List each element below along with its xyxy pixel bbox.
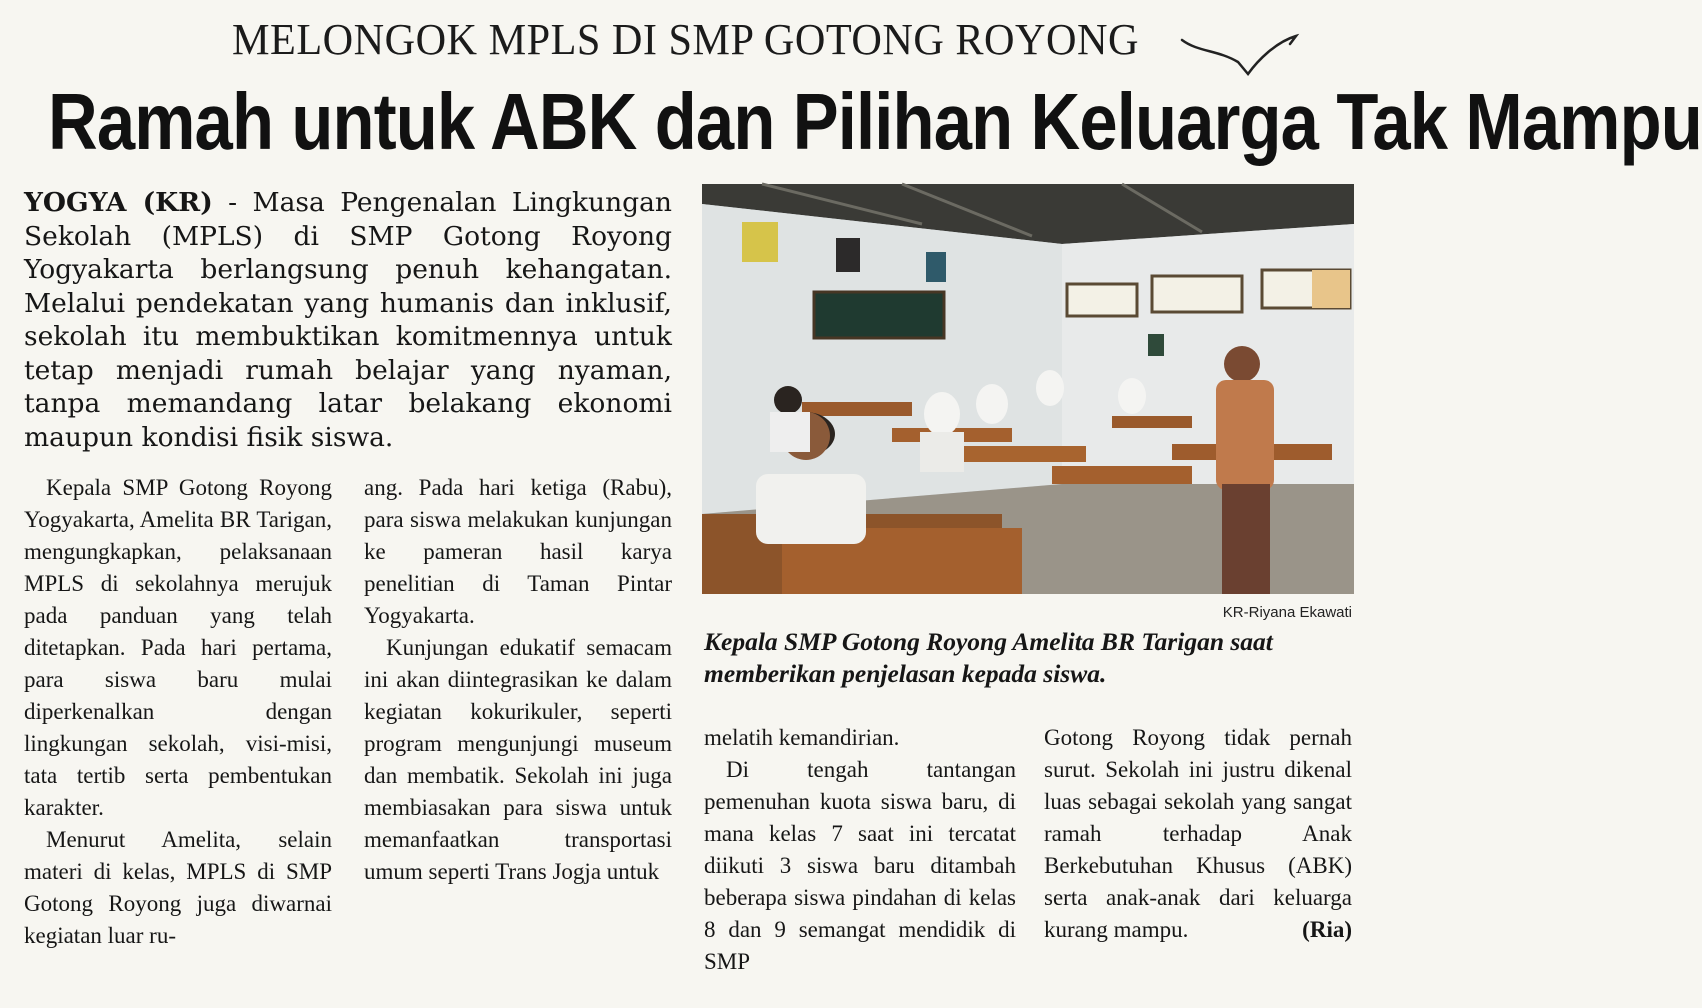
article-column-3	[704, 722, 1016, 978]
article-column-2	[364, 472, 672, 888]
paragraph: ang. Pada hari ketiga (Rabu), para siswa melakukan kunjungan ke pameran hasil karya penelitian di Taman Pintar Yogyakarta.	[364, 475, 672, 628]
photo-credit: KR-Riyana Ekawati	[1222, 604, 1352, 621]
author-signature: (Ria)	[1302, 917, 1352, 942]
paragraph	[1044, 722, 1352, 946]
article-column-1	[24, 472, 332, 952]
dateline: YOGYA (KR)	[24, 187, 213, 218]
lead-text: - Masa Pengenalan Lingkungan Sekolah (MPLS) di SMP Gotong Royong Yogyakarta berlangsung penuh kehangatan. Melalui pendekatan yang humanis dan inklusif, sekolah itu membuktikan komitmennya untuk tetap menjadi rumah belajar yang nyaman, tanpa memandang latar belakang ekonomi maupun kondisi fisik siswa.	[24, 187, 672, 453]
paragraph: Menurut Amelita, selain materi di kelas, MPLS di SMP Gotong Royong juga diwarnai kegiatan luar ru-	[24, 827, 332, 948]
article-kicker: MELONGOK MPLS DI SMP GOTONG ROYONG	[232, 15, 1139, 64]
classroom-photo	[702, 184, 1354, 594]
article-headline: Ramah untuk ABK dan Pilihan Keluarga Tak Mampu	[48, 77, 1702, 166]
article-column-4	[1044, 722, 1352, 946]
paragraph: Kepala SMP Gotong Royong Yogyakarta, Amelita BR Tarigan, mengungkapkan, pelaksanaan MPLS di sekolahnya merujuk pada panduan yang telah ditetapkan. Pada hari pertama, para siswa baru mulai diperkenalkan dengan lingkungan sekolah, visi-misi, tata tertib serta pembentukan karakter.	[24, 475, 332, 820]
paragraph-text: Gotong Royong tidak pernah surut. Sekolah ini justru dikenal luas sebagai sekolah yang sangat ramah terhadap Anak Berkebutuhan Khusus (ABK) serta anak-anak dari keluarga kurang mampu.	[1044, 725, 1352, 942]
paragraph: melatih kemandirian.	[704, 725, 900, 750]
paragraph: Di tengah tantangan pemenuhan kuota siswa baru, di mana kelas 7 saat ini tercatat diikuti 3 siswa baru ditambah beberapa siswa pindahan di kelas 8 dan 9 semangat mendidik di SMP	[704, 757, 1016, 974]
photo-caption: Kepala SMP Gotong Royong Amelita BR Tarigan saat memberikan penjelasan kepada siswa.	[704, 627, 1273, 688]
paragraph: Kunjungan edukatif semacam ini akan diintegrasikan ke dalam kegiatan kokurikuler, seperti program mengunjungi museum dan membatik. Sekolah ini juga membiasakan para siswa untuk memanfaatkan transportasi umum seperti Trans Jogja untuk	[364, 635, 672, 884]
article-lead	[24, 186, 672, 454]
